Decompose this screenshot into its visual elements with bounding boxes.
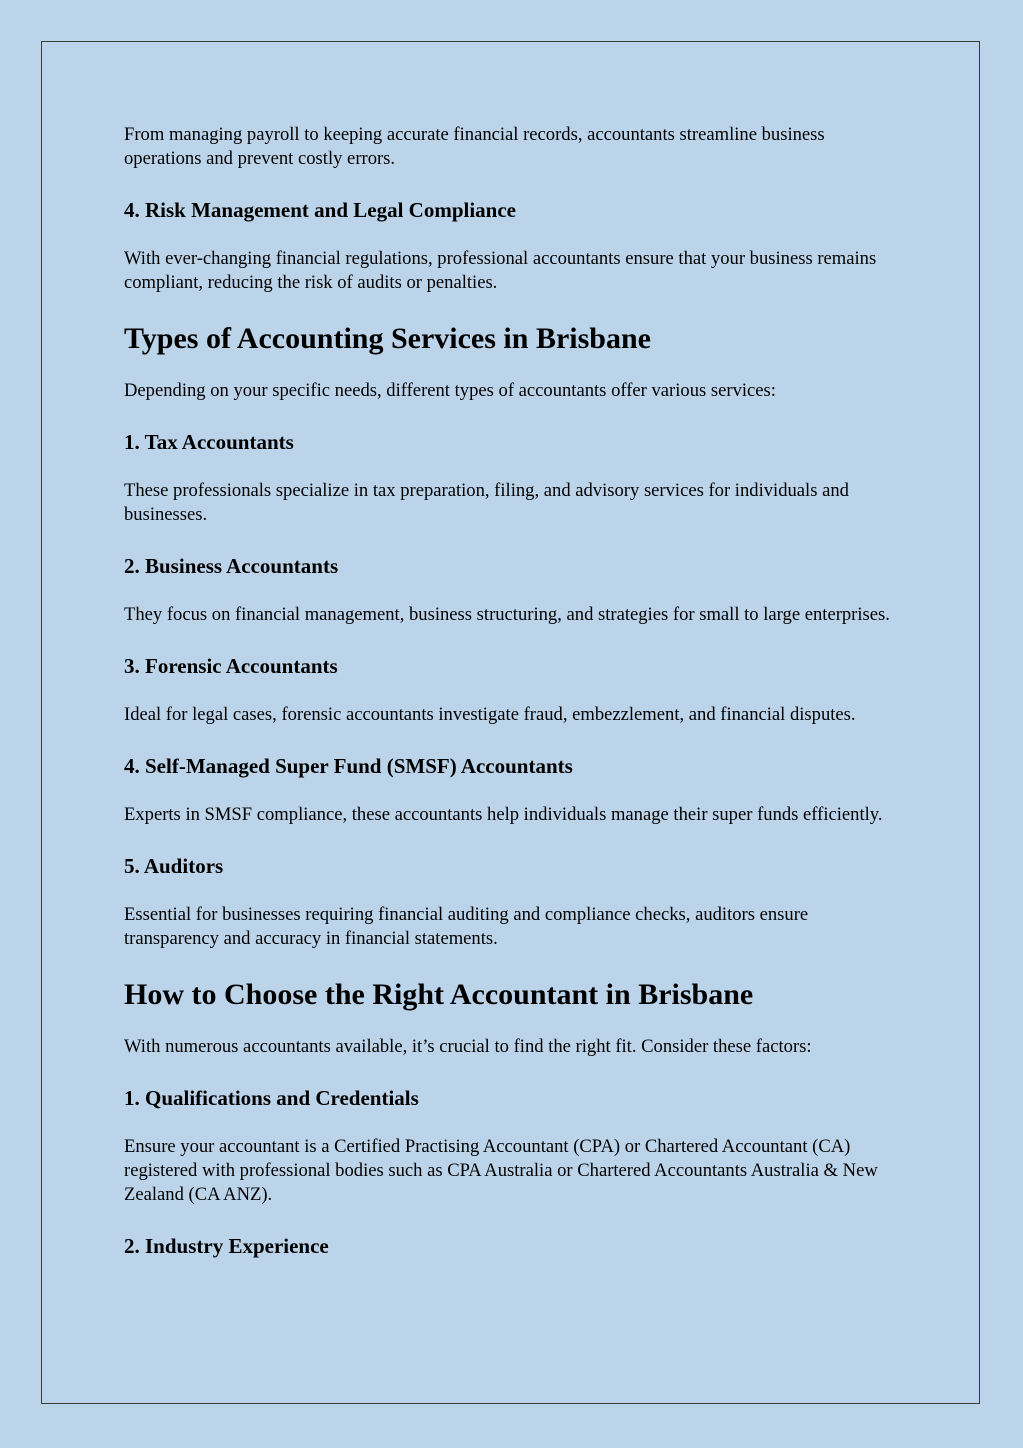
heading-industry-experience: 2. Industry Experience (124, 1234, 329, 1258)
paragraph-smsf-accountants: Experts in SMSF compliance, these accountants help individuals manage their super funds efficiently. (124, 804, 883, 825)
paragraph-forensic-accountants: Ideal for legal cases, forensic accountants investigate fraud, embezzlement, and financial disputes. (124, 704, 856, 725)
paragraph-business-accountants: They focus on financial management, business structuring, and strategies for small to large enterprises. (124, 604, 890, 625)
paragraph-choose-intro: With numerous accountants available, it’s crucial to find the right fit. Consider these factors: (124, 1036, 812, 1057)
heading-smsf-accountants: 4. Self-Managed Super Fund (SMSF) Accountants (124, 754, 573, 778)
section-heading-choose: How to Choose the Right Accountant in Brisbane (124, 978, 754, 1011)
paragraph-tax-accountants: These professionals specialize in tax preparation, filing, and advisory services for individuals and businesses. (124, 480, 849, 525)
document-content (124, 123, 899, 1259)
paragraph-types-intro: Depending on your specific needs, different types of accountants offer various services: (124, 380, 776, 401)
heading-risk-management: 4. Risk Management and Legal Compliance (124, 198, 517, 222)
paragraph-risk-management: With ever-changing financial regulations, professional accountants ensure that your business remains compliant, reducing the risk of audits or penalties. (124, 248, 877, 293)
heading-business-accountants: 2. Business Accountants (124, 554, 339, 578)
heading-auditors: 5. Auditors (124, 854, 224, 878)
heading-tax-accountants: 1. Tax Accountants (124, 430, 294, 454)
heading-forensic-accountants: 3. Forensic Accountants (124, 654, 338, 678)
paragraph-qualifications: Ensure your accountant is a Certified Practising Accountant (CPA) or Chartered Accountant (CA) registered with professional bodies such as CPA Australia or Chartered Accountants Australia & New Zealand (CA ANZ). (124, 1136, 878, 1205)
heading-qualifications: 1. Qualifications and Credentials (124, 1086, 419, 1110)
paragraph-bookkeeping: From managing payroll to keeping accurate financial records, accountants streamline business operations and prevent costly errors. (124, 124, 825, 169)
section-heading-types: Types of Accounting Services in Brisbane (124, 322, 651, 355)
paragraph-auditors: Essential for businesses requiring financial auditing and compliance checks, auditors ensure transparency and accuracy in financial statements. (124, 904, 809, 949)
